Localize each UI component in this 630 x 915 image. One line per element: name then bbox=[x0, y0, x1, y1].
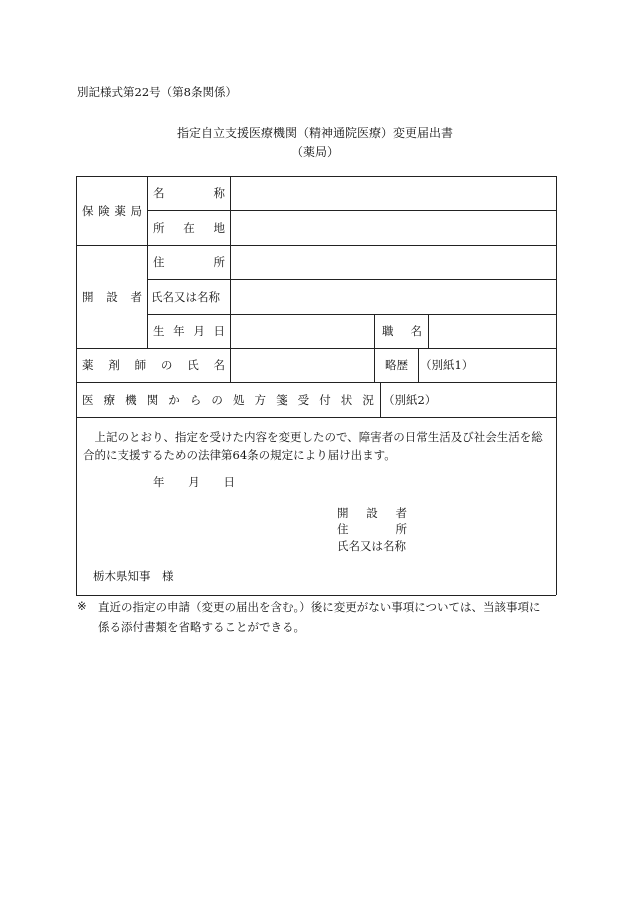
name-label: 名 称 bbox=[153, 186, 225, 200]
pharmacist-name-label: 薬 剤 師 の 氏 名 bbox=[82, 358, 225, 372]
footnote-line1: 直近の指定の申請（変更の届出を含む。）後に変更がない事項については、当該事項に bbox=[98, 600, 541, 614]
footnote-line2: 係る添付書類を省略することができる。 bbox=[98, 620, 305, 634]
form-subtitle: （薬局） bbox=[290, 145, 339, 159]
attachment1-note: （別紙1） bbox=[420, 358, 474, 372]
footnote-mark: ※ bbox=[77, 599, 87, 613]
signature-name-label: 氏名又は名称 bbox=[337, 539, 406, 553]
position-label: 職 名 bbox=[382, 324, 422, 338]
addressee: 栃木県知事 様 bbox=[93, 569, 174, 583]
birthdate-label: 生 年 月 日 bbox=[153, 324, 225, 338]
form-number: 別記様式第22号（第8条関係） bbox=[77, 85, 237, 99]
date-line: 年 月 日 bbox=[153, 475, 235, 489]
notice-body: 上記のとおり、指定を受けた内容を変更したので、障害者の日常生活及び社会生活を総合的に支援するための法律第64条の規定により届け出ます。 bbox=[83, 430, 543, 462]
pharmacy-label: 保 険 薬 局 bbox=[82, 203, 142, 218]
address-label: 住 所 bbox=[153, 255, 225, 269]
prescription-status-label: 医 療 機 関 か ら の 処 方 箋 受 付 状 況 bbox=[82, 392, 374, 407]
career-label: 略歴 bbox=[385, 358, 408, 372]
signature-address-label: 住 所 bbox=[337, 522, 407, 536]
founder-label: 開 設 者 bbox=[82, 289, 142, 304]
name-or-title-label: 氏名又は名称 bbox=[151, 289, 220, 304]
signature-founder-label: 開 設 者 bbox=[337, 506, 407, 520]
attachment2-note: （別紙2） bbox=[383, 392, 437, 407]
location-label: 所 在 地 bbox=[153, 220, 225, 235]
form-title: 指定自立支援医療機関（精神通院医療）変更届出書 bbox=[176, 126, 453, 140]
